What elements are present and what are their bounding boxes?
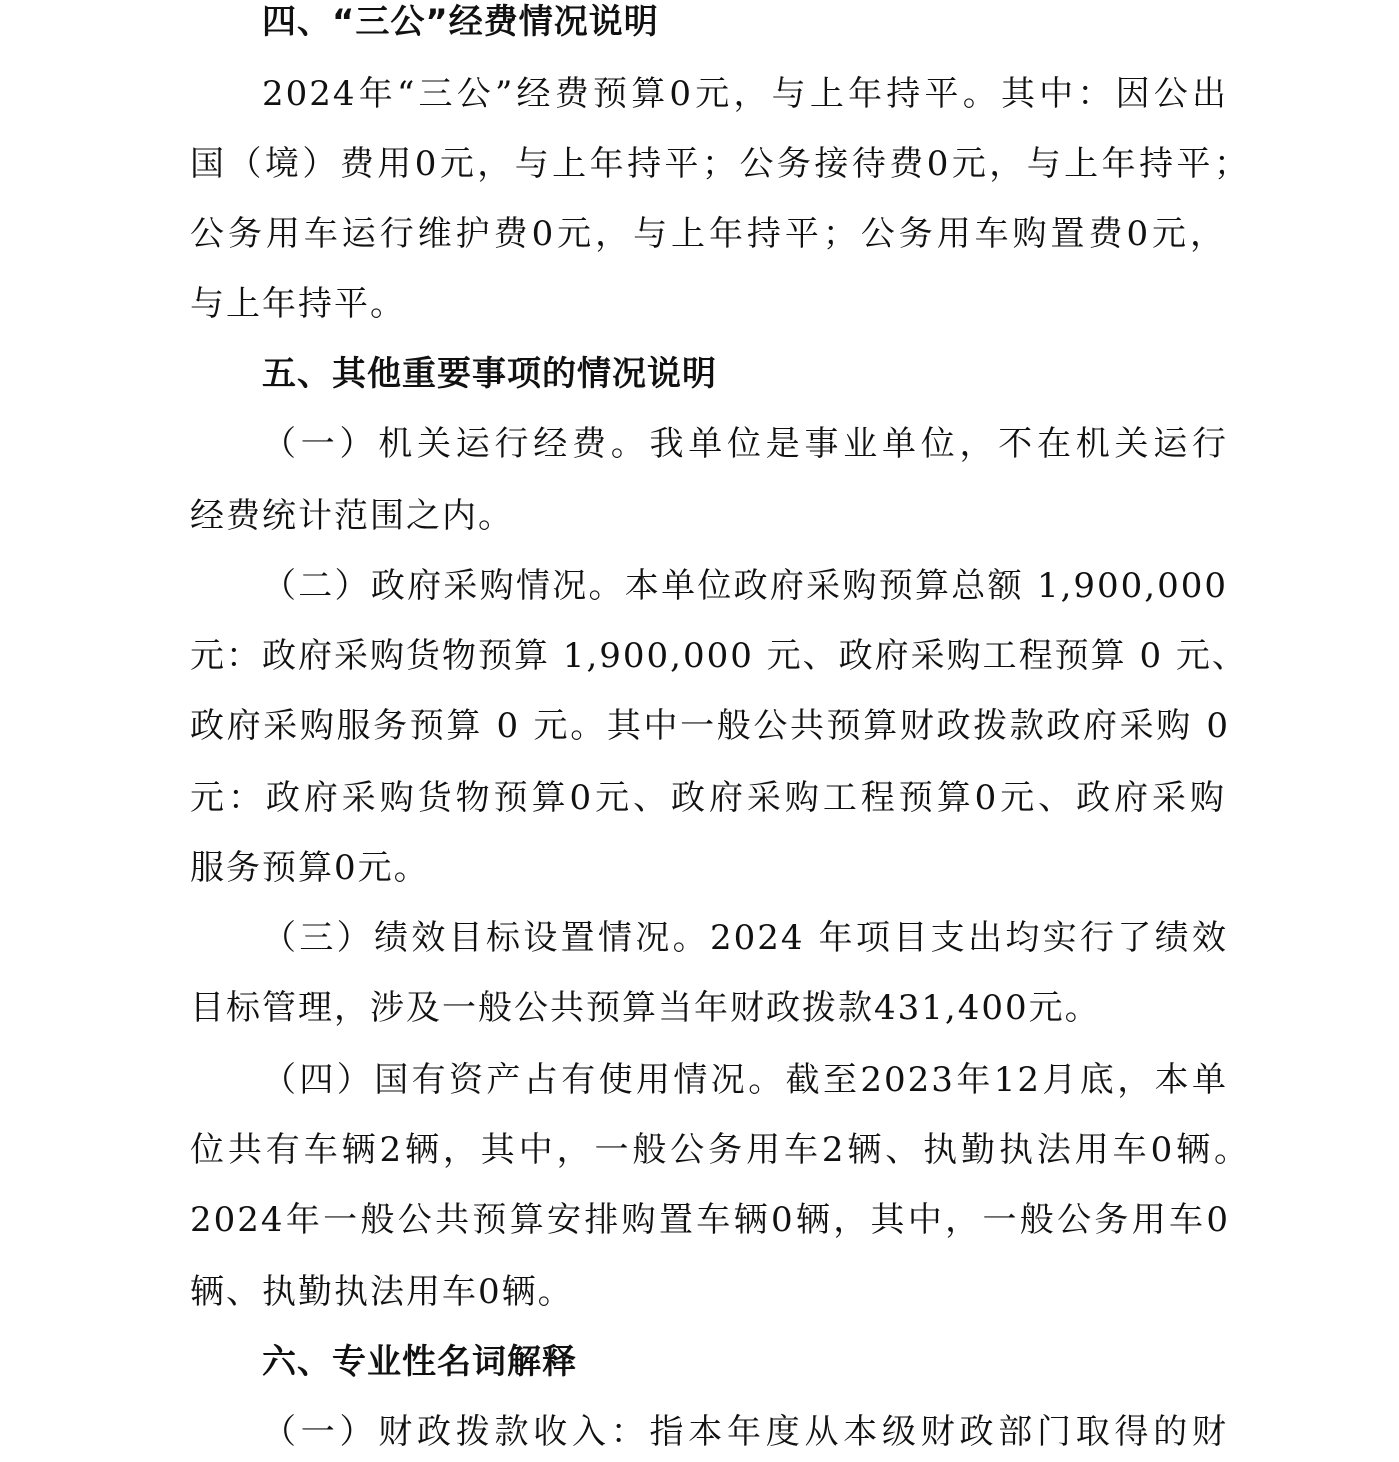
section-5-heading: 五、其他重要事项的情况说明 xyxy=(262,354,717,394)
paragraph-line: （三）绩效目标设置情况。2024 年项目支出均实行了绩效 xyxy=(262,918,1228,958)
paragraph-line: 公务用车运行维护费0元，与上年持平；公务用车购置费0元， xyxy=(190,214,1226,254)
paragraph-line: 2024年一般公共预算安排购置车辆0辆，其中，一般公务用车0 xyxy=(190,1200,1230,1240)
paragraph-line: 辆、执勤执法用车0辆。 xyxy=(190,1272,574,1312)
section-4-heading: 四、“三公”经费情况说明 xyxy=(262,2,659,42)
section-6-heading: 六、专业性名词解释 xyxy=(262,1342,577,1382)
paragraph-line: （一）财政拨款收入：指本年度从本级财政部门取得的财 xyxy=(262,1412,1228,1452)
paragraph-line: 与上年持平。 xyxy=(190,284,406,324)
paragraph-line: 国（境）费用0元，与上年持平；公务接待费0元，与上年持平； xyxy=(190,144,1250,184)
paragraph-line: （一）机关运行经费。我单位是事业单位，不在机关运行 xyxy=(262,424,1228,464)
paragraph-line: 位共有车辆2辆，其中，一般公务用车2辆、执勤执法用车0辆。 xyxy=(190,1130,1250,1170)
paragraph-line: （四）国有资产占有使用情况。截至2023年12月底，本单 xyxy=(262,1060,1228,1100)
paragraph-line: 元：政府采购货物预算 1,900,000 元、政府采购工程预算 0 元、 xyxy=(190,636,1248,676)
paragraph-line: （二）政府采购情况。本单位政府采购预算总额 1,900,000 xyxy=(262,566,1228,606)
paragraph-line: 2024年“三公”经费预算0元，与上年持平。其中：因公出 xyxy=(262,74,1228,114)
paragraph-line: 政府采购服务预算 0 元。其中一般公共预算财政拨款政府采购 0 xyxy=(190,706,1230,746)
paragraph-line: 服务预算0元。 xyxy=(190,848,430,888)
paragraph-line: 目标管理，涉及一般公共预算当年财政拨款431,400元。 xyxy=(190,988,1101,1028)
paragraph-line: 经费统计范围之内。 xyxy=(190,496,514,536)
paragraph-line: 元：政府采购货物预算0元、政府采购工程预算0元、政府采购 xyxy=(190,778,1226,818)
